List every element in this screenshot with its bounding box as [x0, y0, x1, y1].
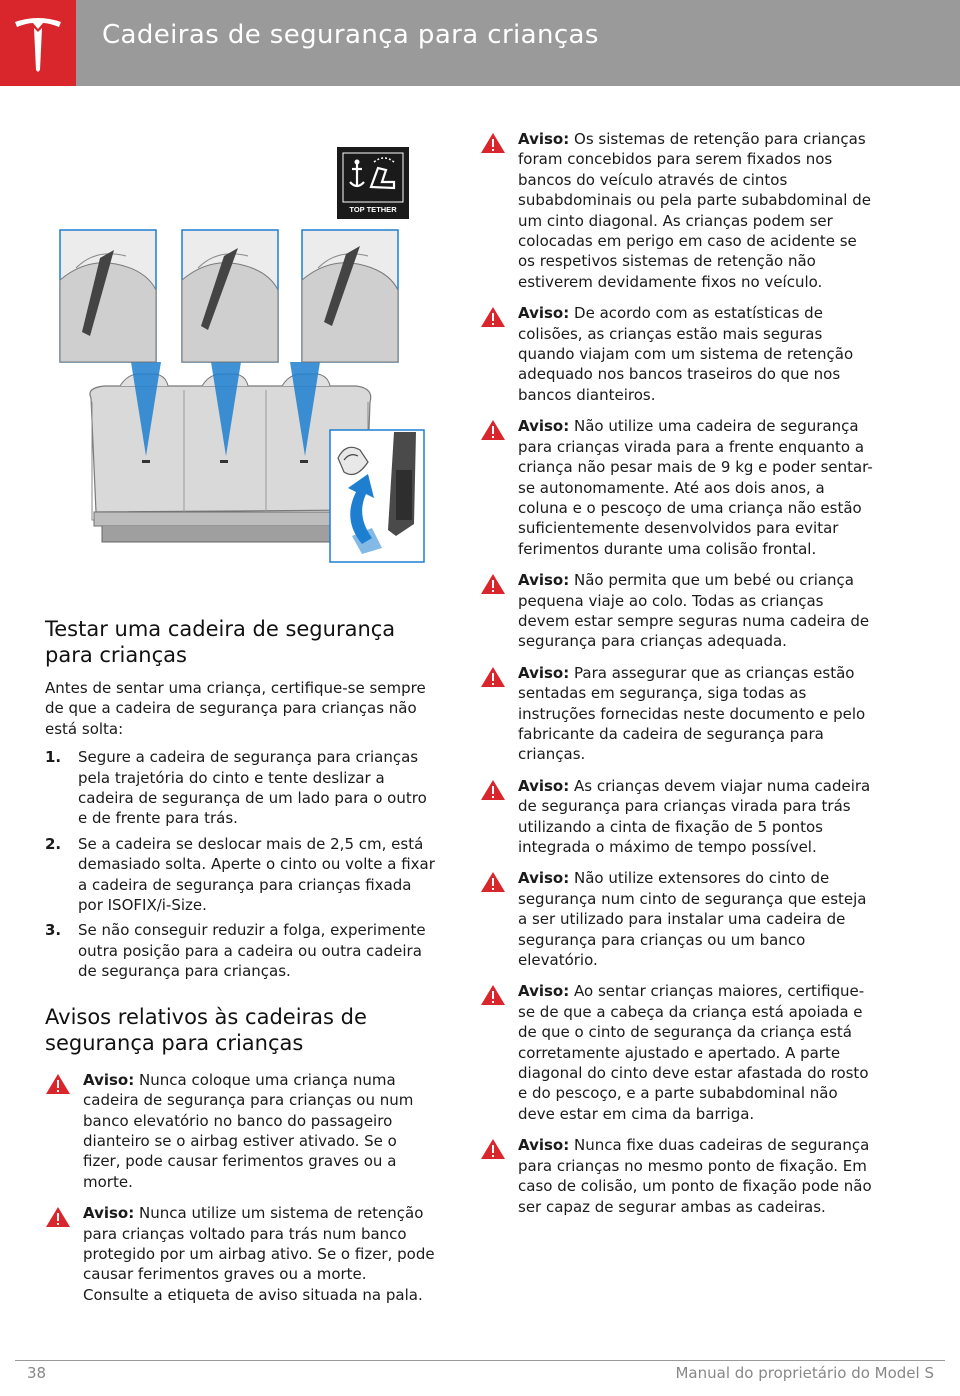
- warning-icon: [480, 1138, 506, 1160]
- warning-item: Aviso: De acordo com as estatísticas de colisões, as crianças estão mais seguras quando viajam com um sistema de retenção adequado nos bancos traseiros do que nos bancos dianteiros.: [480, 303, 876, 405]
- warning-icon: [480, 871, 506, 893]
- warning-item: Aviso: Não utilize extensores do cinto de segurança num cinto de segurança que esteja a ser utilizado para instalar uma cadeira de segurança para crianças ou um banco elevatório.: [480, 868, 876, 970]
- page-number: 38: [27, 1364, 47, 1382]
- anchor-detail-inset: [302, 230, 398, 362]
- top-tether-badge: [337, 147, 409, 219]
- warning-item: Aviso: Não utilize uma cadeira de segurança para crianças virada para a frente enquanto a criança não pesar mais de 9 kg e poder sentar-se autonomamente. Até aos dois anos, a coluna e o pescoço de uma criança não estão suficientemente desenvolvidos para evitar ferimentos durante uma colisão frontal.: [480, 416, 876, 559]
- page-header: [0, 0, 960, 86]
- list-item: 2. Se a cadeira se deslocar mais de 2,5 cm, está demasiado solta. Aperte o cinto ou volte a fixar a cadeira de segurança para crianças fixada por ISOFIX/i-Size.: [45, 834, 435, 915]
- warning-icon: [45, 1206, 71, 1228]
- footer-title: Manual do proprietário do Model S: [675, 1364, 934, 1382]
- warning-item: Aviso: Para assegurar que as crianças estão sentadas em segurança, siga todas as instruções fornecidas neste documento e pelo fabricante da cadeira de segurança para crianças.: [480, 663, 876, 765]
- warning-icon: [480, 984, 506, 1006]
- warning-item: Aviso: Nunca fixe duas cadeiras de segurança para crianças no mesmo ponto de fixação. Em caso de colisão, um ponto de fixação pode não ser capaz de segurar ambas as cadeiras.: [480, 1135, 876, 1217]
- warning-icon: [480, 779, 506, 801]
- right-column: [480, 129, 876, 1228]
- anchor-detail-inset: [182, 230, 278, 362]
- buckle-detail-inset: [330, 430, 424, 562]
- warning-icon: [480, 573, 506, 595]
- tesla-logo-icon: [13, 16, 63, 72]
- rear-seat-illustration: [56, 140, 428, 568]
- warning-icon: [45, 1073, 71, 1095]
- warning-icon: [480, 419, 506, 441]
- footer-divider: [15, 1360, 945, 1361]
- anchor-detail-inset: [60, 230, 156, 362]
- warning-icon: [480, 132, 506, 154]
- warning-item: Aviso: Não permita que um bebé ou criança pequena viaje ao colo. Todas as crianças devem estar sempre seguras numa cadeira de segurança para crianças adequada.: [480, 570, 876, 652]
- warning-icon: [480, 306, 506, 328]
- list-item: 3. Se não conseguir reduzir a folga, experimente outra posição para a cadeira ou outra cadeira de segurança para crianças.: [45, 921, 426, 981]
- section-heading-test: Testar uma cadeira de segurança para crianças: [45, 617, 396, 667]
- warning-item: Aviso: Nunca utilize um sistema de retenção para crianças voltado para trás num banco protegido por um airbag ativo. Se o fizer, pode causar ferimentos graves ou a morte. Consulte a etiqueta de aviso situada na pala.: [45, 1203, 437, 1305]
- warning-item: Aviso: Nunca coloque uma criança numa cadeira de segurança para crianças ou num banco elevatório no banco do passageiro dianteiro se o airbag estiver ativado. Se o fizer, pode causar ferimentos graves ou a morte.: [45, 1070, 437, 1192]
- warning-item: Aviso: Os sistemas de retenção para crianças foram concebidos para serem fixados nos bancos do veículo através de cintos subabdominais ou pela parte subabdominal de um cinto diagonal. As crianças podem ser colocadas em perigo em caso de acidente se os respetivos sistemas de retenção não estiverem devidamente fixos no veículo.: [480, 129, 876, 292]
- warning-icon: [480, 666, 506, 688]
- list-item: 1. Segure a cadeira de segurança para crianças pela trajetória do cinto e tente deslizar a cadeira de segurança de um lado para o outro e de frente para trás.: [45, 748, 427, 828]
- warning-item: Aviso: As crianças devem viajar numa cadeira de segurança para crianças virada para trás utilizando a cinta de fixação de 5 pontos integrada o máximo de tempo possível.: [480, 776, 876, 858]
- warning-item: Aviso: Ao sentar crianças maiores, certifique-se de que a cabeça da criança está apoiada e de que o cinto de segurança da criança está corretamente ajustado e apertado. A parte diagonal do cinto deve estar afastada do rosto e do pescoço, e a parte subabdominal não deve estar em cima da barriga.: [480, 981, 876, 1124]
- left-column: [45, 616, 437, 1316]
- section-heading-warnings: Avisos relativos às cadeiras de segurança para crianças: [45, 1004, 367, 1055]
- page-title: Cadeiras de segurança para crianças: [102, 20, 599, 50]
- tesla-logo: [0, 0, 76, 86]
- steps-list: [45, 747, 437, 981]
- intro-paragraph: Antes de sentar uma criança, certifique-se sempre de que a cadeira de segurança para crianças não está solta:: [45, 679, 426, 738]
- top-tether-label: TOP TETHER: [349, 205, 397, 214]
